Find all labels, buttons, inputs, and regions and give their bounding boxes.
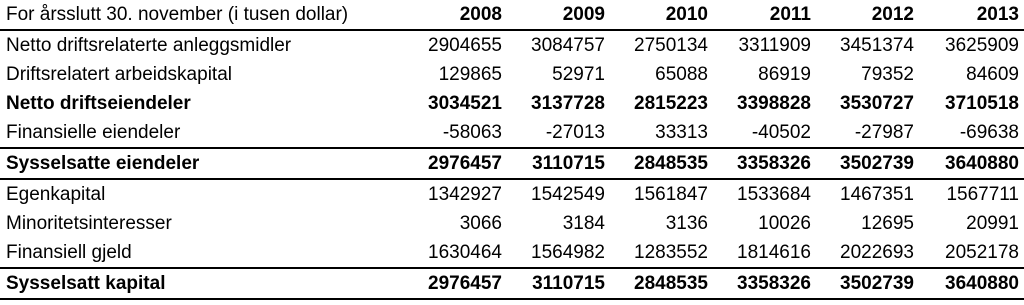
- row-label: Netto driftseiendeler: [6, 93, 191, 114]
- cell-value: 3184: [562, 213, 605, 234]
- cell-value: 52971: [552, 64, 605, 85]
- row-label: Driftsrelatert arbeidskapital: [6, 64, 232, 85]
- cell-value: 3640880: [919, 148, 1024, 179]
- cell-value: 3640880: [919, 268, 1024, 299]
- cell-value: 84609: [966, 64, 1019, 85]
- year-header: 2008: [404, 0, 507, 30]
- row-label: Netto driftsrelaterte anleggsmidler: [6, 35, 292, 56]
- cell-value: 1542549: [531, 184, 605, 205]
- cell-value: 33313: [655, 122, 708, 143]
- table-header-row: [0, 0, 1024, 30]
- cell-value: 3451374: [840, 35, 914, 56]
- table-row: [0, 238, 1024, 268]
- cell-value: 1533684: [737, 184, 811, 205]
- year-header: 2010: [610, 0, 713, 30]
- table-row: [0, 118, 1024, 148]
- cell-value: 2815223: [634, 93, 708, 114]
- table-row: [0, 179, 1024, 209]
- cell-value: -27987: [854, 122, 914, 143]
- cell-value: 3625909: [945, 35, 1019, 56]
- cell-value: 79352: [861, 64, 914, 85]
- cell-value: 1814616: [737, 242, 811, 263]
- row-label: Finansielle eiendeler: [6, 122, 181, 143]
- cell-value: 2848535: [610, 148, 713, 179]
- row-label: Egenkapital: [6, 184, 106, 205]
- cell-value: 1342927: [428, 184, 502, 205]
- cell-value: 3358326: [713, 148, 816, 179]
- cell-value: 2022693: [840, 242, 914, 263]
- cell-value: 86919: [758, 64, 811, 85]
- row-label: Minoritetsinteresser: [6, 213, 172, 234]
- row-label: Sysselsatt kapital: [0, 268, 404, 299]
- cell-value: 20991: [966, 213, 1019, 234]
- cell-value: 1564982: [531, 242, 605, 263]
- cell-value: 129865: [438, 64, 502, 85]
- table-row: [0, 209, 1024, 238]
- cell-value: 2976457: [404, 148, 507, 179]
- cell-value: 3110715: [507, 148, 610, 179]
- cell-value: 3066: [459, 213, 502, 234]
- cell-value: 3137728: [531, 93, 605, 114]
- table-caption: For årsslutt 30. november (i tusen dollar): [0, 0, 404, 30]
- table-row-total: [0, 148, 1024, 179]
- cell-value: 2052178: [945, 242, 1019, 263]
- cell-value: 2904655: [428, 35, 502, 56]
- cell-value: 10026: [758, 213, 811, 234]
- cell-value: 3502739: [816, 268, 919, 299]
- cell-value: 2976457: [404, 268, 507, 299]
- cell-value: 1630464: [428, 242, 502, 263]
- year-header: 2011: [713, 0, 816, 30]
- cell-value: -58063: [442, 122, 502, 143]
- cell-value: 3530727: [840, 93, 914, 114]
- cell-value: 3136: [665, 213, 708, 234]
- table-row: [0, 60, 1024, 89]
- table-row: [0, 30, 1024, 60]
- year-header: 2013: [919, 0, 1024, 30]
- cell-value: 1567711: [946, 184, 1019, 205]
- cell-value: 12695: [861, 213, 914, 234]
- year-header: 2012: [816, 0, 919, 30]
- cell-value: 3084757: [531, 35, 605, 56]
- cell-value: 3358326: [713, 268, 816, 299]
- table-row-subtotal: [0, 89, 1024, 118]
- cell-value: 1467351: [840, 184, 914, 205]
- cell-value: 2750134: [634, 35, 708, 56]
- table-row-total: [0, 268, 1024, 299]
- cell-value: -27013: [545, 122, 605, 143]
- cell-value: -40502: [751, 122, 811, 143]
- row-label: Sysselsatte eiendeler: [0, 148, 404, 179]
- cell-value: 3710518: [945, 93, 1019, 114]
- year-header: 2009: [507, 0, 610, 30]
- cell-value: 3034521: [428, 93, 502, 114]
- cell-value: 3311909: [738, 35, 811, 56]
- cell-value: 1561847: [634, 184, 708, 205]
- cell-value: 65088: [655, 64, 708, 85]
- cell-value: 3110715: [507, 268, 610, 299]
- row-label: Finansiell gjeld: [6, 242, 132, 263]
- cell-value: 3398828: [737, 93, 811, 114]
- cell-value: 1283552: [634, 242, 708, 263]
- cell-value: 2848535: [610, 268, 713, 299]
- cell-value: -69638: [959, 122, 1019, 143]
- cell-value: 3502739: [816, 148, 919, 179]
